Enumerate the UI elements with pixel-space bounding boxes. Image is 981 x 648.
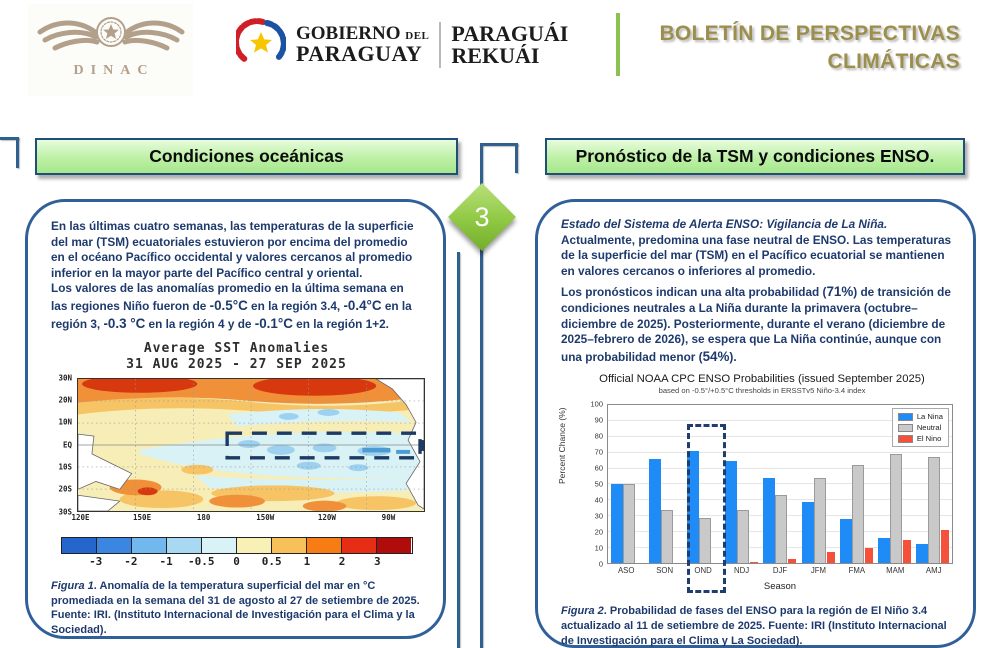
- mid-bracket-vertical: [515, 143, 518, 173]
- dinac-wings-icon: [35, 10, 187, 67]
- map-lon-label: 90W: [381, 512, 396, 522]
- colorbar-labels: [61, 555, 413, 569]
- bulletin-title: [630, 20, 960, 77]
- map-lat-label: 20N: [58, 395, 72, 405]
- dinac-logo: [28, 4, 193, 96]
- bar-group-aso: [608, 405, 646, 563]
- page-number: 3: [474, 201, 490, 232]
- header-green-divider: [616, 13, 620, 76]
- map-lon-label: 120E: [71, 512, 90, 522]
- legend-swatch: [898, 435, 913, 443]
- map-lon-label: 150W: [256, 512, 275, 522]
- chart-ytick: 100: [590, 399, 603, 409]
- colorbar-label: -1: [159, 554, 173, 568]
- map-latitude-labels: [51, 373, 75, 517]
- map-lat-label: 10S: [58, 462, 72, 472]
- bar-group-fma: [837, 405, 875, 563]
- bar-el-nino: [941, 530, 949, 563]
- bar-el-nino: [865, 548, 873, 564]
- legend-label: La Nina: [916, 412, 943, 422]
- chart-xlabel: Season: [763, 581, 797, 593]
- bar-group-djf: [761, 405, 799, 563]
- figure1-caption: [51, 579, 422, 638]
- ocean-paragraph-2: Los valores de las anomalías promedio en la última semana en las regiones Niño fueron de -0.5°C en la región 3.4, -0.4°C en la región 3, -0.3 °C en la región 4 y de -0.1°C en la región 1+2.: [51, 281, 412, 331]
- bar-la-nina: [725, 461, 737, 564]
- enso-forecast-card: [535, 199, 976, 648]
- left-section-title: Condiciones oceánicas: [35, 138, 458, 175]
- bar-la-nina: [611, 484, 623, 563]
- chart-xtick: ASO: [617, 566, 635, 576]
- bar-neutral: [737, 510, 749, 564]
- figure2: [557, 373, 963, 594]
- legend-swatch: [898, 413, 913, 421]
- map-lon-label: 120W: [317, 512, 336, 522]
- gov-word-paraguai: PARAGUÁI: [451, 20, 569, 46]
- colorbar-cell: [272, 538, 307, 553]
- map-longitude-labels: [71, 512, 425, 525]
- bar-neutral: [661, 510, 673, 564]
- legend-swatch: [898, 424, 913, 432]
- bar-la-nina: [878, 538, 890, 563]
- bar-group-jfm: [799, 405, 837, 563]
- figure2-caption-text: . Probabilidad de fases del ENSO para la región de El Niño 3.4 actualizado al 11 de setiembre de 2025. Fuente: IRI (Instituto Internacional de Investigación para el Clima y La Sociedad).: [561, 605, 947, 647]
- mid-bracket-horizontal: [481, 143, 518, 146]
- map-colorbar: [61, 537, 413, 569]
- chart-xtick: DJF: [772, 566, 788, 576]
- map-lon-label: 150E: [133, 512, 152, 522]
- gov-logo-text-es: [296, 24, 429, 66]
- gov-word-gobierno: GOBIERNO: [296, 23, 401, 45]
- colorbar-cell: [97, 538, 132, 553]
- bar-el-nino: [788, 559, 796, 564]
- chart-xtick: AMJ: [925, 566, 942, 576]
- colorbar-cell: [342, 538, 377, 553]
- map-lat-label: 30S: [58, 507, 72, 517]
- gov-logo-divider: [439, 22, 441, 68]
- bar-el-nino: [750, 562, 758, 564]
- chart-ytick: 10: [594, 543, 603, 553]
- colorbar-label: -3: [89, 554, 103, 568]
- bar-la-nina: [763, 478, 775, 563]
- colorbar-label: -0.5: [188, 554, 215, 568]
- map-lat-label: 20S: [58, 484, 72, 494]
- enso-probability-chart: [557, 398, 963, 594]
- chart-title: Official NOAA CPC ENSO Probabilities (issued September 2025): [599, 373, 925, 386]
- gov-word-rekuai: REKUÁI: [451, 43, 540, 68]
- chart-xtick: OND: [694, 566, 712, 576]
- bar-neutral: [623, 484, 635, 563]
- legend-item: [898, 423, 943, 432]
- ocean-paragraph-1: En las últimas cuatro semanas, las temperaturas de la superficie del mar (TSM) ecuatoriales estuvieron por encima del promedio en el océano Pacífico occidental y valores cercanos al promedio inferior en la mayor parte del Pacífico central y oriental.: [51, 219, 414, 280]
- chart-xtick: FMA: [848, 566, 866, 576]
- map-lon-label: 180: [196, 512, 211, 522]
- colorbar-cell: [132, 538, 167, 553]
- chart-ytick: 40: [594, 495, 603, 505]
- colorbar-cell: [237, 538, 272, 553]
- chart-ytick: 60: [594, 463, 603, 473]
- ocean-conditions-card: [25, 199, 446, 639]
- map-lat-label: 10N: [58, 417, 72, 427]
- chart-xtick-labels: [607, 566, 953, 577]
- bar-el-nino: [903, 540, 911, 564]
- gov-word-del: DEL: [405, 30, 430, 43]
- paraguay-gov-logo: [236, 14, 568, 76]
- bar-el-nino: [827, 552, 835, 563]
- colorbar-cell: [62, 538, 97, 553]
- colorbar-cell: [202, 538, 237, 553]
- figure2-caption: [561, 604, 953, 648]
- chart-highlight-box: [687, 424, 726, 593]
- chart-ytick: 50: [594, 479, 603, 489]
- chart-ytick-labels: [585, 399, 605, 569]
- gov-word-paraguay: PARAGUAY: [296, 41, 423, 67]
- chart-ytick: 30: [594, 511, 603, 521]
- chart-ylabel: Percent Chance (%): [557, 407, 567, 485]
- left-bracket-vertical: [16, 137, 19, 168]
- chart-xtick: JFM: [810, 566, 826, 576]
- chart-xtick: SON: [656, 566, 674, 576]
- right-section-title: Pronóstico de la TSM y condiciones ENSO.: [545, 138, 965, 175]
- colorbar-cell: [167, 538, 202, 553]
- bar-neutral: [775, 495, 787, 563]
- figure1: [51, 341, 422, 569]
- enso-alert-status: Estado del Sistema de Alerta ENSO: Vigilancia de La Niña.: [561, 217, 888, 231]
- colorbar-cells: [61, 537, 413, 554]
- bulletin-title-line2: CLIMÁTICAS: [827, 50, 960, 74]
- chart-xtick: MAM: [886, 566, 905, 576]
- legend-item: [898, 412, 943, 421]
- map-plot: [77, 378, 425, 512]
- map-lat-label: EQ: [62, 440, 72, 450]
- map-art: [78, 379, 424, 511]
- chart-xtick: NDJ: [733, 566, 750, 576]
- bar-la-nina: [649, 459, 661, 563]
- colorbar-label: 3: [373, 554, 381, 568]
- map-title: Average SST Anomalies: [143, 341, 330, 357]
- chart-plot: [607, 404, 953, 564]
- bar-group-ndj: [723, 405, 761, 563]
- mid-connector-line-left: [457, 252, 460, 648]
- map-lat-label: 30N: [58, 373, 72, 383]
- legend-item: [898, 434, 943, 443]
- chart-ytick: 70: [594, 447, 603, 457]
- gov-logo-text-gn: [451, 20, 569, 68]
- bar-neutral: [928, 457, 940, 563]
- enso-paragraph-1: Actualmente, predomina una fase neutral de ENSO. Las temperaturas de la superficie del mar (TSM) en el Pacífico ecuatorial se mantienen en valores cercanos o inferiores al promedio.: [561, 232, 952, 278]
- colorbar-label: 0: [233, 554, 240, 568]
- dinac-label: DINAC: [73, 63, 155, 78]
- colorbar-label: 0.5: [261, 554, 282, 568]
- chart-ytick: 90: [594, 415, 603, 425]
- bulletin-title-line1: BOLETÍN DE PERSPECTIVAS: [659, 22, 960, 45]
- legend-label: El Nino: [916, 434, 942, 444]
- chart-legend: [892, 408, 949, 447]
- bar-neutral: [890, 454, 902, 563]
- chart-ytick: 20: [594, 527, 603, 537]
- legend-label: Neutral: [916, 423, 942, 433]
- bar-group-son: [646, 405, 684, 563]
- figure1-caption-text: . Anomalía de la temperatura superficial del mar en °C promediada en la semana del 31 de agosto al 27 de setiembre de 2025. Fuente: IRI. (Instituto Internacional de Investigación para el Clima y la Sociedad).: [51, 579, 420, 637]
- bar-neutral: [852, 465, 864, 563]
- colorbar-cell: [377, 538, 411, 553]
- figure1-caption-label: Figura 1: [51, 579, 94, 592]
- sst-anomaly-map: [51, 373, 429, 528]
- paraguay-emblem-icon: [236, 18, 286, 73]
- colorbar-label: -2: [124, 554, 138, 568]
- bar-la-nina: [840, 519, 852, 563]
- colorbar-cell: [307, 538, 342, 553]
- chart-ytick: 0: [598, 559, 603, 569]
- colorbar-label: 1: [303, 554, 311, 568]
- figure2-caption-label: Figura 2: [561, 605, 604, 618]
- map-subtitle: 31 AUG 2025 - 27 SEP 2025: [126, 357, 347, 373]
- bar-la-nina: [916, 544, 928, 563]
- colorbar-label: 2: [338, 554, 346, 568]
- enso-paragraph-2: Los pronósticos indican una alta probabilidad (71%) de transición de condiciones neutrales a La Niña durante la primavera (octubre–diciembre de 2025). Posteriormente, durante el verano (diciembre de 2025–febrero de 2026), se espera que La Niña continúe, aunque con una probabilidad menor (54%).: [561, 284, 951, 364]
- chart-subtitle: based on -0.5°/+0.5°C thresholds in ERSSTv5 Niño-3.4 index: [658, 386, 866, 396]
- chart-ytick: 80: [594, 431, 603, 441]
- bar-la-nina: [802, 502, 814, 564]
- bar-neutral: [814, 478, 826, 563]
